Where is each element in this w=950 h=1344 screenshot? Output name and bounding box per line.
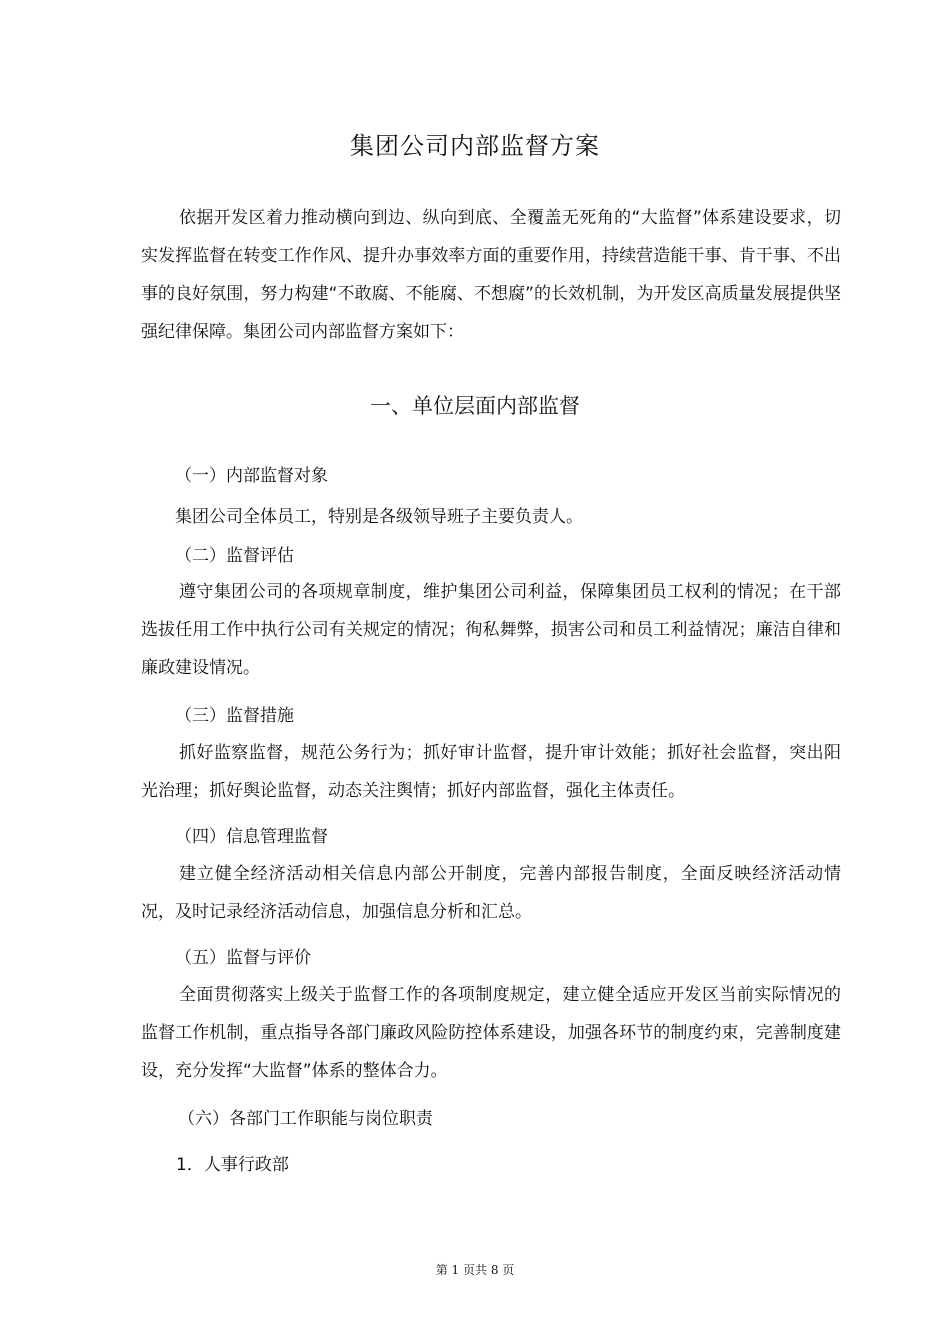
subsection-body-1: 集团公司全体员工，特别是各级领导班子主要负责人。 [175, 507, 583, 527]
subsection-heading-1: （一）内部监督对象 [175, 466, 328, 486]
page-number: 第 1 页共 8 页 [435, 1263, 515, 1277]
subsection-body-4: 建立健全经济活动相关信息内部公开制度，完善内部报告制度，全面反映经济活动情况，及时记录经济活动信息，加强信息分析和汇总。 [141, 864, 841, 922]
subsection-body-3: 抓好监察监督，规范公务行为；抓好审计监督，提升审计效能；抓好社会监督，突出阳光治理；抓好舆论监督，动态关注舆情；抓好内部监督，强化主体责任。 [141, 743, 841, 801]
subsection-heading-6: （六）各部门工作职能与岗位职责 [178, 1109, 433, 1129]
subsection-heading-2: （二）监督评估 [175, 546, 294, 566]
document-title: 集团公司内部监督方案 [350, 132, 600, 160]
section-heading: 一、单位层面内部监督 [370, 394, 580, 418]
intro-paragraph: 依据开发区着力推动横向到边、纵向到底、全覆盖无死角的“大监督”体系建设要求，切实发挥监督在转变工作作风、提升办事效率方面的重要作用，持续营造能干事、肯干事、不出事的良好氛围，努力构建“不敢腐、不能腐、不想腐”的长效机制，为开发区高质量发展提供坚强纪律保障。集团公司内部监督方案如下： [141, 208, 841, 342]
subsection-heading-3: （三）监督措施 [175, 706, 294, 726]
list-item-1: 1．人事行政部 [176, 1155, 289, 1175]
subsection-heading-5: （五）监督与评价 [175, 948, 311, 968]
subsection-body-2: 遵守集团公司的各项规章制度，维护集团公司利益，保障集团员工权利的情况；在干部选拔任用工作中执行公司有关规定的情况；徇私舞弊，损害公司和员工利益情况；廉洁自律和廉政建设情况。 [141, 582, 841, 678]
subsection-heading-4: （四）信息管理监督 [175, 827, 328, 847]
subsection-body-5: 全面贯彻落实上级关于监督工作的各项制度规定，建立健全适应开发区当前实际情况的监督工作机制，重点指导各部门廉政风险防控体系建设，加强各环节的制度约束，完善制度建设，充分发挥“大监督”体系的整体合力。 [141, 985, 841, 1081]
